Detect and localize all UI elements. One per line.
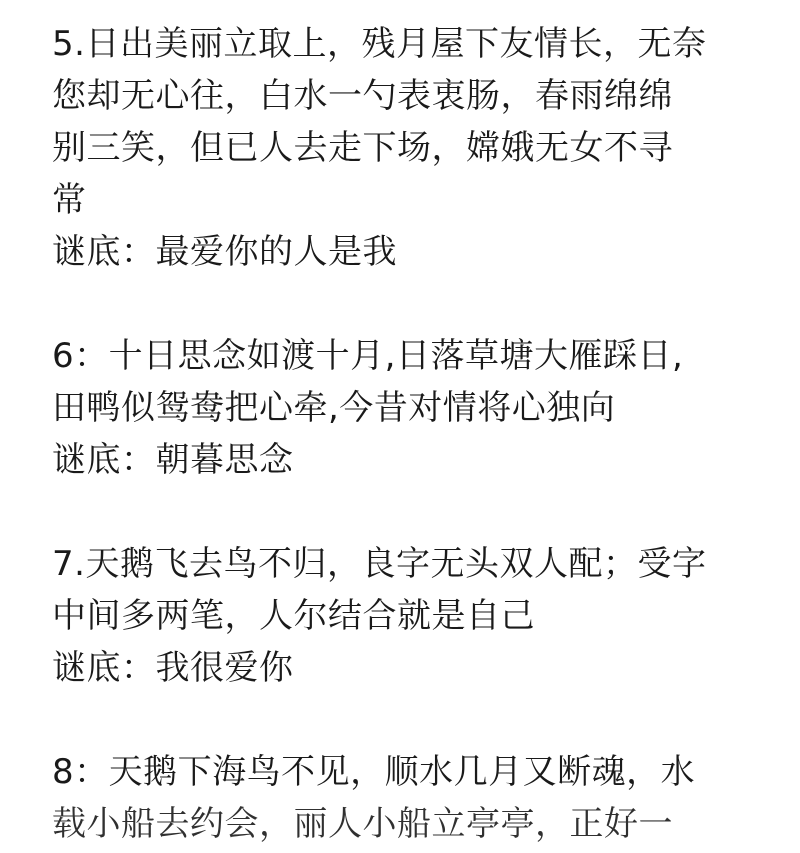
riddle-text-line: 载小船去约会，丽人小船立亭亭，正好一 [52, 804, 673, 844]
riddle-answer: 谜底：朝暮思念 [52, 440, 294, 480]
section-spacer [52, 694, 772, 746]
section-spacer [52, 486, 772, 538]
riddle-text-line: 常 [52, 180, 87, 220]
riddle-answer: 谜底：最爱你的人是我 [52, 232, 397, 272]
riddle-text-line: 中间多两笔，人尔结合就是自己 [52, 596, 535, 636]
riddle-5 [52, 18, 772, 278]
riddle-document [52, 18, 772, 850]
riddle-8 [52, 746, 772, 850]
riddle-answer: 谜底：我很爱你 [52, 648, 294, 688]
riddle-text-line: 别三笑，但已人去走下场，嫦娥无女不寻 [52, 128, 673, 168]
riddle-7 [52, 538, 772, 694]
riddle-text-line: 8：天鹅下海鸟不见，顺水几月又断魂，水 [52, 752, 696, 792]
riddle-text-line: 6：十日思念如渡十月,日落草塘大雁踩日, [52, 336, 684, 376]
riddle-text-line: 您却无心往，白水一勺表衷肠，春雨绵绵 [52, 76, 673, 116]
riddle-6 [52, 330, 772, 486]
riddle-text-line: 田鸭似鸳鸯把心牵,今昔对情将心独向 [52, 388, 616, 428]
riddle-text-line: 7.天鹅飞去鸟不归，良字无头双人配；受字 [52, 544, 707, 584]
riddle-text-line: 5.日出美丽立取上，残月屋下友情长，无奈 [52, 24, 707, 64]
section-spacer [52, 278, 772, 330]
